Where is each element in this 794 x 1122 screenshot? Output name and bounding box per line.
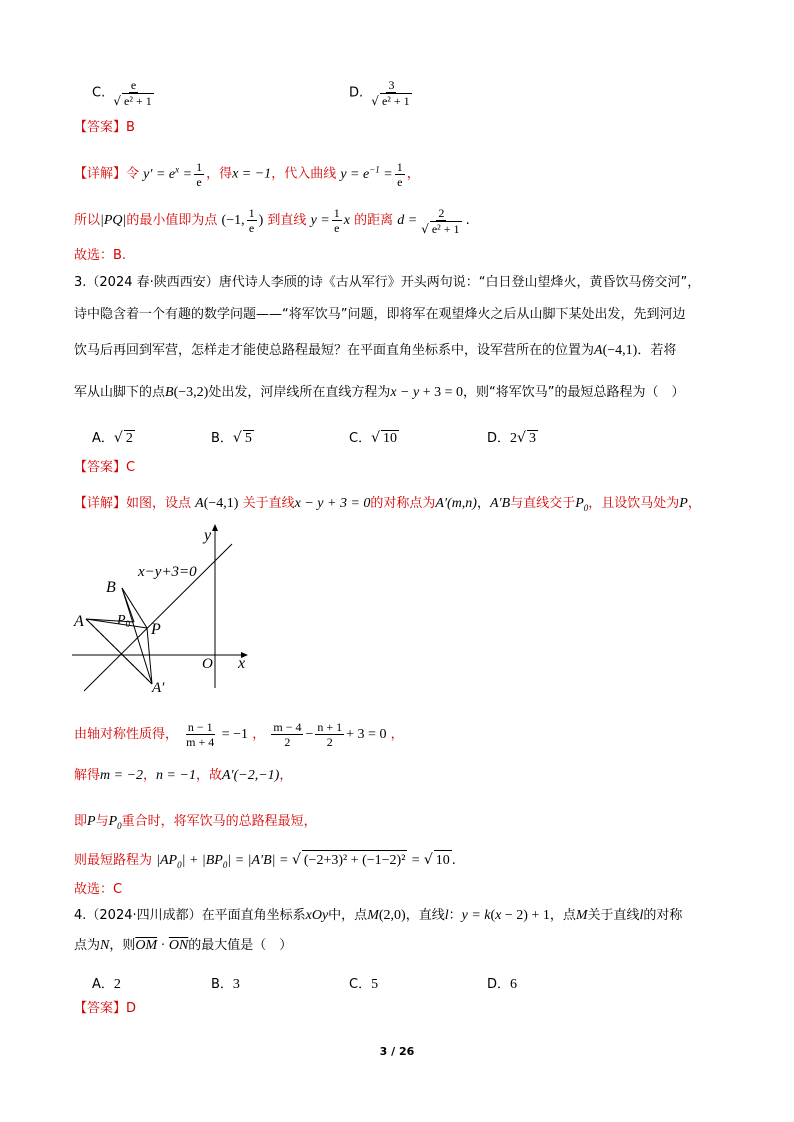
q3-choose: 故选：C bbox=[74, 882, 123, 897]
river-line-label: x−y+3=0 bbox=[138, 564, 197, 580]
q4-option-b: B．3 bbox=[211, 977, 240, 992]
q4-option-d: D．6 bbox=[487, 977, 518, 992]
q3-diagram bbox=[70, 518, 260, 698]
q2-option-d-fraction: $\frac{3}{\text{√ e² + 1}}$ bbox=[371, 78, 410, 108]
origin-label: O bbox=[202, 656, 213, 672]
q4-answer: 【答案】D bbox=[74, 1001, 137, 1016]
q2-detail-2: 所以|PQ|的最小值即为点 (−1, $\frac{1}{e}$ ) 到直线 y = $\frac{1}{e}$ x 的距离 d = $\frac{2}{\text{√ e² + 1}}$ . bbox=[74, 205, 470, 236]
q3-option-c: C．√ 10 bbox=[349, 430, 397, 446]
point-a-label: A bbox=[74, 613, 84, 630]
q4-stem-1: 4.（2024·四川成都）在平面直角坐标系xOy中，点M(2,0)，直线l：y = k(x − 2) + 1，点M关于直线l的对称 bbox=[74, 908, 683, 923]
q3-stem-2: 诗中隐含着一个有趣的数学问题——“将军饮马”问题，即将军在观望烽火之后从山脚下某处出发，先到河边 bbox=[74, 307, 686, 322]
q4-option-c: C．5 bbox=[349, 977, 379, 992]
q3-stem-4: 军从山脚下的点B(−3,2)处出发，河岸线所在直线方程为x − y + 3 = 0，则“将军饮马”的最短总路程为（ ） bbox=[74, 385, 685, 400]
y-axis-label: y bbox=[204, 527, 212, 544]
point-b-label: B bbox=[106, 579, 116, 596]
q2-detail-1: 【详解】令 $y' = e^x$ = $\frac{1}{e}$ ，得x = −1，代入曲线 $y = e^{-1}$ = $\frac{1}{e}$ ， bbox=[74, 159, 420, 189]
q3-solve: 解得m = −2，n = −1，故A′(−2,−1)， bbox=[74, 768, 293, 783]
q2-option-c: C. $\frac{e}{\text{√ e² + 1}}$ bbox=[92, 78, 158, 108]
q2-answer: 【答案】B bbox=[74, 120, 135, 135]
q4-stem-2: 点为N，则$\overline{OM} \cdot \overline{ON}$的最大值是（ ） bbox=[74, 938, 293, 953]
page-number: 3 / 26 bbox=[379, 1045, 415, 1058]
point-aprime-label: A′ bbox=[152, 680, 165, 696]
point-p-label: P bbox=[151, 621, 161, 638]
q3-answer: 【答案】C bbox=[74, 460, 136, 475]
q3-detail: 【详解】如图，设点 A(−4,1) 关于直线x − y + 3 = 0的对称点为A′(m,n)，A′B与直线交于$P_0$，且设饮马处为P， bbox=[74, 496, 701, 513]
q3-option-b: B．√ 5 bbox=[211, 430, 252, 446]
q2-choose: 故选：B. bbox=[74, 248, 127, 263]
q2-option-d: D. $\frac{3}{\text{√ e² + 1}}$ bbox=[349, 78, 416, 108]
q4-option-a: A．2 bbox=[92, 977, 121, 992]
q3-stem-3: 饮马后再回到军营，怎样走才能使总路程最短？在平面直角坐标系中，设军营所在的位置为A(−4,1)．若将 bbox=[74, 343, 677, 358]
q3-stem-1: 3.（2024 春·陕西西安）唐代诗人李颀的诗《古从军行》开头两句说：“白日登山望烽火，黄昏饮马傍交河”， bbox=[74, 275, 701, 290]
q3-symmetry: 由轴对称性质得， $\frac{n - 1}{m + 4}$ = −1 ， $\frac{m - 4}{2}$ − $\frac{n + 1}{2}$ + 3 = 0 ， bbox=[74, 720, 404, 749]
y-axis-arrow-icon bbox=[212, 524, 218, 531]
q3-min-path: 则最短路程为 $|AP_0| + |BP_0| = |A'B|$ = √ (−2+3)² + (−1−2)² = √ 10 . bbox=[74, 852, 456, 870]
q3-option-d: D．2√ 3 bbox=[487, 430, 536, 446]
q2-option-c-fraction: $\frac{e}{\text{√ e² + 1}}$ bbox=[113, 78, 152, 108]
q3-option-a: A．√ 2 bbox=[92, 430, 133, 446]
x-axis-label: x bbox=[238, 655, 246, 672]
q3-coincide: 即P与$P_0$重合时，将军饮马的总路程最短， bbox=[74, 814, 317, 831]
point-p0-label: $P_0$ bbox=[117, 613, 131, 629]
